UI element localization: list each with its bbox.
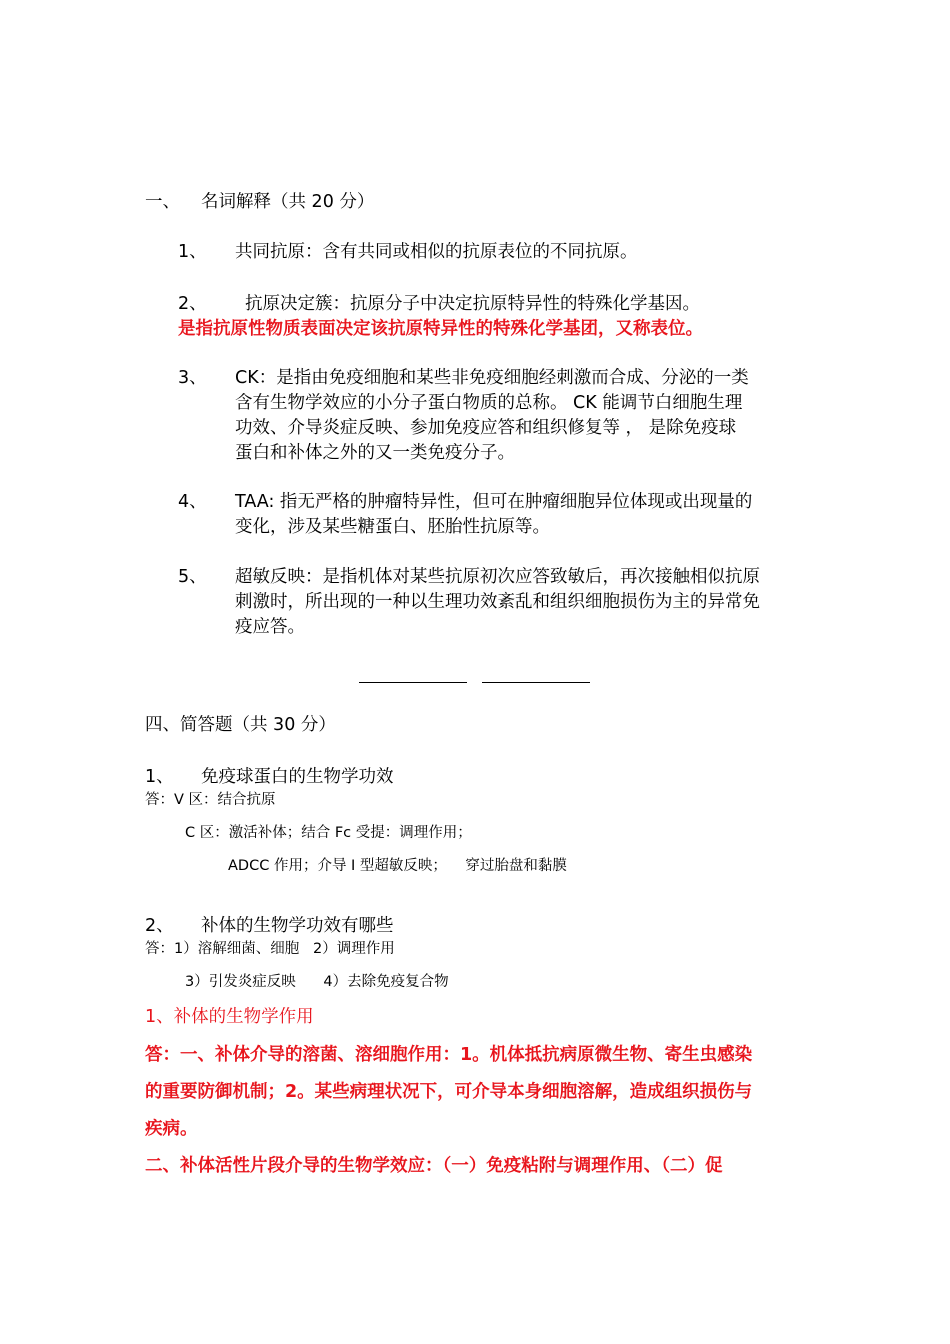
red-note-line-5: 二、补体活性片段介导的生物学效应：（一）免疫粘附与调理作用、（二）促 [145, 1156, 723, 1176]
separator-rule-right [482, 682, 590, 683]
item4-line-1: TAA: 指无严格的肿瘤特异性，但可在肿瘤细胞异位体现或出现量的 [235, 492, 753, 512]
q2-answer-line-1: 答：1）溶解细菌、细胞 2）调理作用 [145, 941, 395, 957]
q1-answer-line-1: 答：V 区：结合抗原 [145, 792, 276, 808]
item5-number: 5、 [178, 567, 207, 587]
item5-line-3: 疫应答。 [235, 617, 305, 637]
section4-heading: 四、简答题（共 30 分） [145, 715, 336, 735]
item1-text: 共同抗原：含有共同或相似的抗原表位的不同抗原。 [235, 242, 638, 262]
q1-answer-line-3: ADCC 作用；介导 I 型超敏反映； 穿过胎盘和黏膜 [228, 858, 567, 874]
item5-line-1: 超敏反映：是指机体对某些抗原初次应答致敏后，再次接触相似抗原 [235, 567, 760, 587]
red-note-line-4: 疾病。 [145, 1119, 198, 1139]
item3-number: 3、 [178, 368, 207, 388]
q2-title: 补体的生物学功效有哪些 [201, 916, 394, 936]
item3-line-4: 蛋白和补体之外的又一类免疫分子。 [235, 443, 515, 463]
red-note-line-1: 1、补体的生物学作用 [145, 1007, 314, 1027]
item4-line-2: 变化，涉及某些糖蛋白、胚胎性抗原等。 [235, 517, 550, 537]
section1-number: 一、 [145, 192, 180, 212]
red-note-line-2: 答：一、补体介导的溶菌、溶细胞作用：1。机体抵抗病原微生物、寄生虫感染 [145, 1045, 753, 1065]
red-note-line-3: 的重要防御机制；2。某些病理状况下，可介导本身细胞溶解，造成组织损伤与 [145, 1082, 753, 1102]
item2-text: 抗原决定簇：抗原分子中决定抗原特异性的特殊化学基因。 [245, 294, 700, 314]
section1-heading: 名词解释（共 20 分） [201, 192, 375, 212]
item4-number: 4、 [178, 492, 207, 512]
q2-answer-line-2: 3）引发炎症反映 4）去除免疫复合物 [185, 974, 449, 990]
item3-line-3: 功效、介导炎症反映、参加免疫应答和组织修复等 ， 是除免疫球 [235, 418, 737, 438]
q1-title: 免疫球蛋白的生物学功效 [201, 767, 394, 787]
q1-answer-line-2: C 区：激活补体；结合 Fc 受提：调理作用； [185, 825, 472, 841]
item3-line-2: 含有生物学效应的小分子蛋白物质的总称。 CK 能调节白细胞生理 [235, 393, 743, 413]
q1-number: 1、 [145, 767, 174, 787]
item1-number: 1、 [178, 242, 207, 262]
item2-number: 2、 [178, 294, 207, 314]
item2-annotation: 是指抗原性物质表面决定该抗原特异性的特殊化学基团，又称表位。 [178, 319, 703, 339]
item3-line-1: CK：是指由免疫细胞和某些非免疫细胞经刺激而合成、分泌的一类 [235, 368, 749, 388]
separator-rule-left [359, 682, 467, 683]
q2-number: 2、 [145, 916, 174, 936]
item5-line-2: 刺激时，所出现的一种以生理功效紊乱和组织细胞损伤为主的异常免 [235, 592, 760, 612]
